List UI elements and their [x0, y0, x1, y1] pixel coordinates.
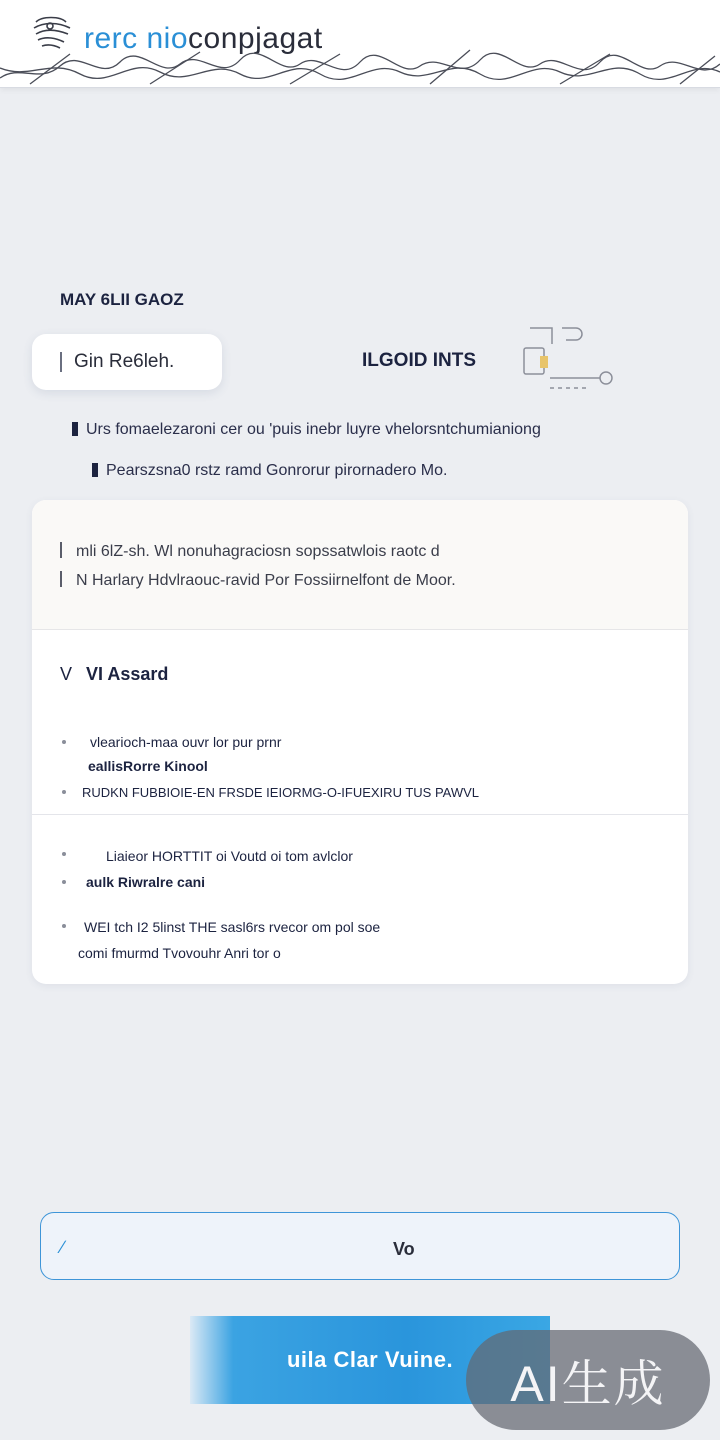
- list-item: eaIlisRorre Kinool: [88, 758, 208, 774]
- content-card: [32, 500, 688, 984]
- list-bullet: [62, 740, 66, 744]
- pill-button[interactable]: [32, 334, 222, 390]
- text-input-value: Vo: [393, 1239, 415, 1259]
- card-summary-line: [60, 571, 456, 590]
- text-caret: [60, 352, 62, 372]
- list-bullet: [62, 880, 66, 884]
- text-input[interactable]: [40, 1212, 680, 1280]
- card-summary-text: mli 6lZ-sh. Wl nonuhagraciosn sopssatwlois raotc d: [76, 543, 440, 560]
- list-bullet: [62, 790, 66, 794]
- line-marker: [60, 571, 62, 587]
- list-item: WEI tch I2 5linst THE sasl6rs rvecor om pol soe: [84, 919, 381, 935]
- document-icon: [520, 326, 626, 398]
- list-item: aulk Riwralre cani: [86, 874, 206, 890]
- decorative-signature-strip: [0, 44, 720, 88]
- bullet-icon: [72, 422, 78, 436]
- description-line: [92, 462, 447, 480]
- app-title-rest: conpjagat: [188, 22, 323, 55]
- description-text: Urs fomaelezaroni cer ou 'puis inebr luyre vhelorsntchumianiong: [86, 421, 541, 438]
- bullet-icon: [92, 463, 98, 477]
- list-item: vlearioch-maa ouvr lor pur prnr: [90, 734, 282, 750]
- pen-icon: ∕: [61, 1237, 65, 1257]
- list-item: Liaieor HORTTIT oi Voutd oi tom avlclor: [106, 848, 353, 864]
- watermark-badge: AI生成: [466, 1330, 710, 1430]
- chevron-down-icon: V: [60, 664, 73, 684]
- card-summary-line: [60, 542, 440, 561]
- description-line: [72, 421, 541, 439]
- list-bullet: [62, 924, 66, 928]
- description-text: Pearszsna0 rstz ramd Gonrorur pirornadero Mo.: [106, 462, 448, 479]
- list-item: RUDKN FUBBIOIE-EN FRSDE IEIORMG-O-IFUEXIRU TUS PAWVL: [82, 785, 480, 800]
- section-label: MAY 6LII GAOZ: [60, 290, 184, 309]
- card-summary-text: N Harlary Hdvlraouc-ravid Por Fossiirnelfont de Moor.: [76, 572, 456, 589]
- list-bullet: [62, 852, 66, 856]
- info-label: ILGOID INTS: [362, 350, 476, 371]
- primary-button-label: uila Clar Vuine.: [286, 1347, 454, 1372]
- section-title: VI Assard: [86, 664, 169, 684]
- line-marker: [60, 542, 62, 558]
- divider: [32, 814, 688, 815]
- app-header: [0, 0, 720, 88]
- card-summary: [32, 500, 688, 630]
- pill-button-label: Gin Re6leh.: [74, 351, 175, 372]
- list-item: comi fmurmd Tvovouhr Anri tor o: [78, 945, 281, 961]
- app-title-accent: rerc nio: [84, 22, 189, 55]
- section-header[interactable]: [60, 664, 168, 685]
